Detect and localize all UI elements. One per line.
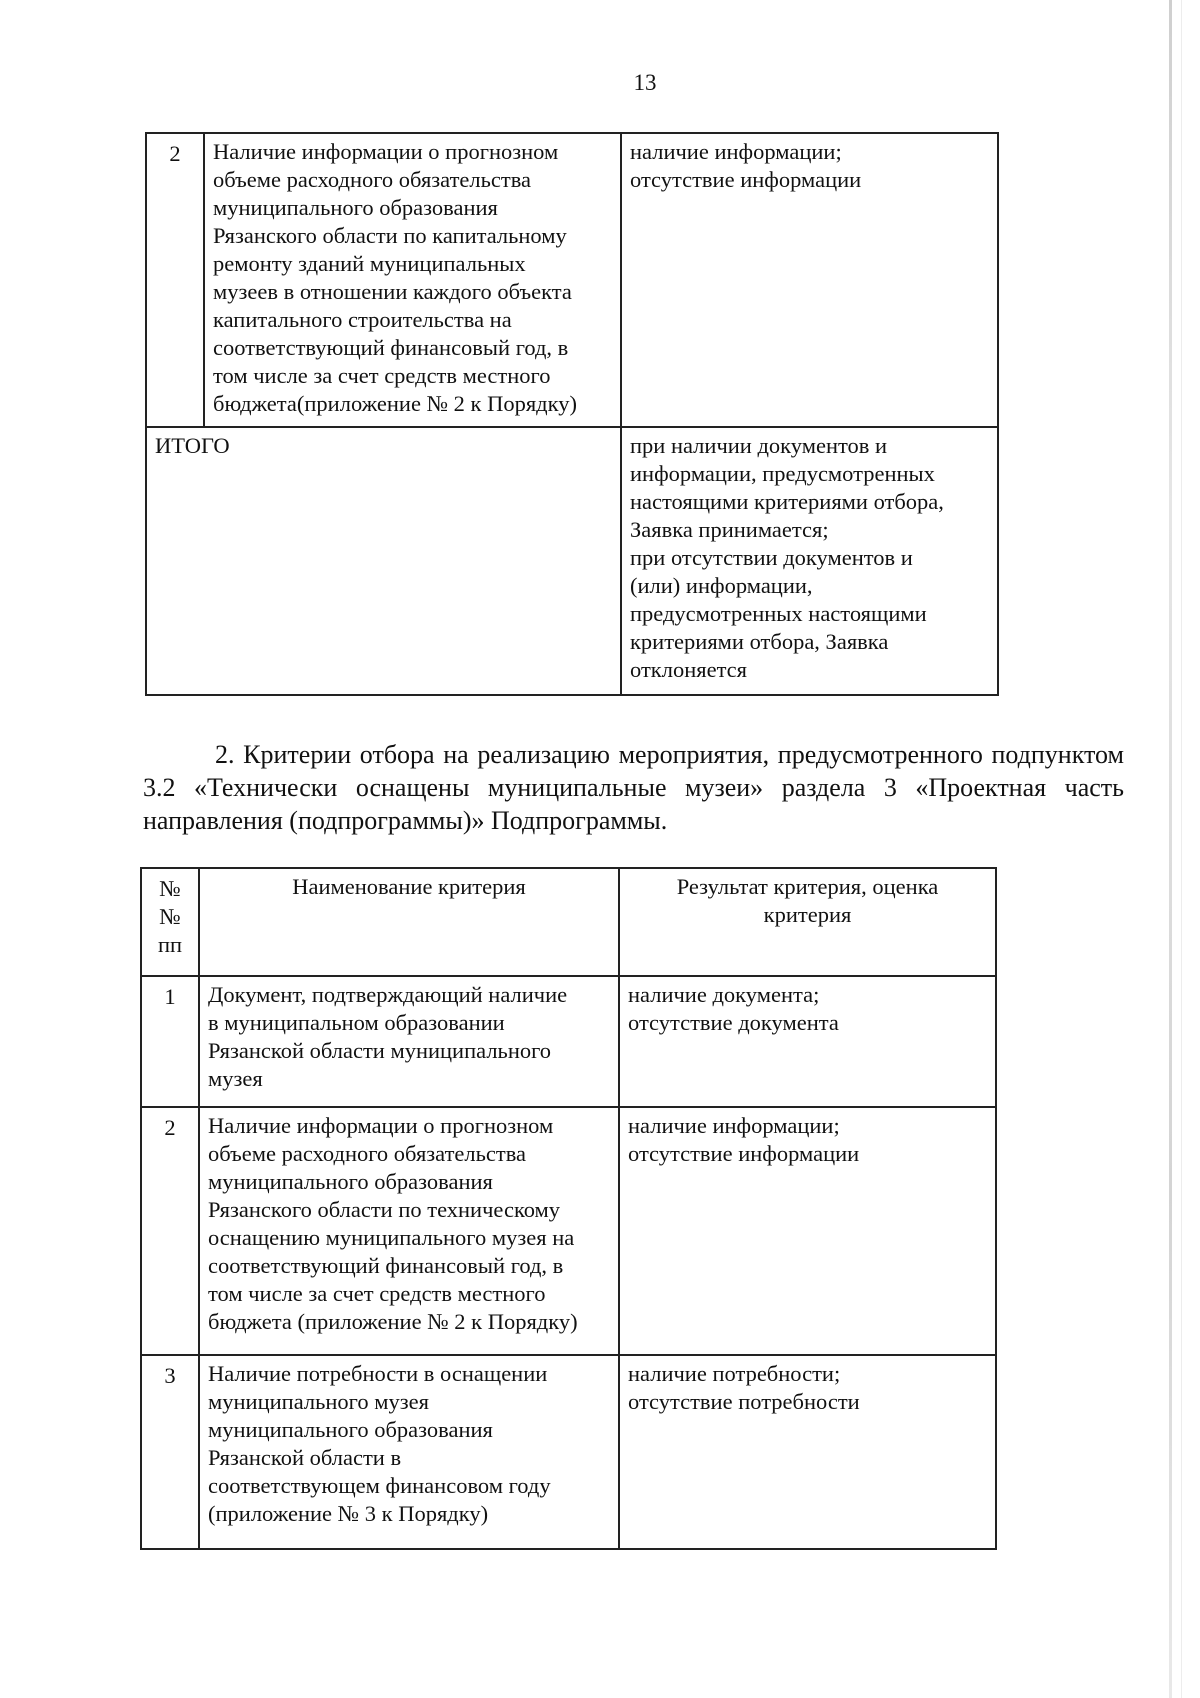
total-row (146, 427, 998, 695)
total-result: при наличии документов и информации, предусмотренных настоящими критериями отбора, Заявка принимается; при отсутствии документов и (или) информации, предусмотренных настоящими критериями отбора, Заявка отклоняется (621, 427, 998, 695)
header-result: Результат критерия, оценка критерия (619, 868, 996, 976)
table-row (141, 1107, 996, 1355)
table-row (141, 976, 996, 1107)
criterion-name: Документ, подтверждающий наличие в муниципальном образовании Рязанской области муниципального музея (199, 976, 619, 1107)
total-label: ИТОГО (146, 427, 621, 695)
scan-edge (1169, 0, 1172, 1698)
row-number: 2 (146, 133, 204, 427)
row-number: 3 (141, 1355, 199, 1549)
criterion-result: наличие потребности; отсутствие потребности (619, 1355, 996, 1549)
table-row (146, 133, 998, 427)
header-row (141, 868, 996, 976)
criterion-name: Наличие информации о прогнозном объеме расходного обязательства муниципального образования Рязанского области по техническому оснащению муниципального музея на соответствующий финансовый год, в том числе за счет средств местного бюджета (приложение № 2 к Порядку) (199, 1107, 619, 1355)
header-number: № № пп (141, 868, 199, 976)
page-number: 13 (633, 70, 657, 95)
criterion-result: наличие документа; отсутствие документа (619, 976, 996, 1107)
row-number: 2 (141, 1107, 199, 1355)
scan-edge-secondary (1181, 0, 1182, 1698)
criterion-name: Наличие информации о прогнозном объеме расходного обязательства муниципального образования Рязанского области по капитальному ремонту зданий муниципальных музеев в отношении каждого объекта капитального строительства на соответствующий финансовый год, в том числе за счет средств местного бюджета(приложение № 2 к Порядку) (204, 133, 621, 427)
criterion-name: Наличие потребности в оснащении муниципального музея муниципального образования Рязанской области в соответствующем финансовом году (приложение № 3 к Порядку) (199, 1355, 619, 1549)
criteria-table-1 (145, 132, 999, 696)
criteria-table-2 (140, 867, 997, 1550)
row-number: 1 (141, 976, 199, 1107)
criterion-result: наличие информации; отсутствие информации (619, 1107, 996, 1355)
criterion-result: наличие информации; отсутствие информации (621, 133, 998, 427)
header-criterion: Наименование критерия (199, 868, 619, 976)
table-row (141, 1355, 996, 1549)
section-2-paragraph: 2. Критерии отбора на реализацию мероприятия, предусмотренного подпунктом 3.2 «Технически оснащены муниципальные музеи» раздела 3 «Проектная часть направления (подпрограммы)» Подпрограммы. (143, 740, 1124, 835)
